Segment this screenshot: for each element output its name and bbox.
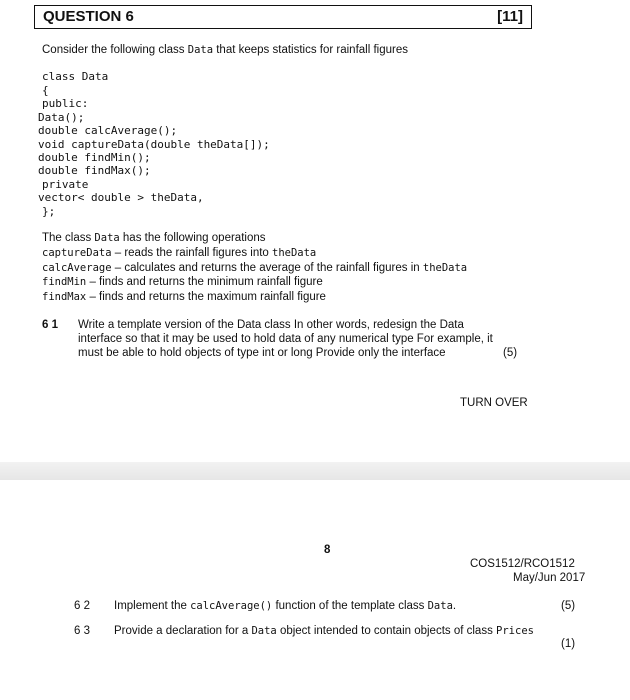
q62-number: 6 2 [74,600,90,612]
q62-text: Implement the calcAverage() function of the template class Data. [114,600,457,612]
question-marks: [11] [497,8,523,25]
page-number: 8 [324,544,331,556]
question-header [34,5,532,29]
q61-line: must be able to hold objects of type int or long Provide only the interface [78,347,446,359]
exam-date: May/Jun 2017 [513,572,586,584]
code-line: double calcAverage(); [38,124,178,137]
intro-text: Consider the following class Data that keeps statistics for rainfall figures [42,44,408,56]
operation-item: captureData – reads the rainfall figures into theData [42,247,317,259]
operation-item: calcAverage – calculates and returns the average of the rainfall figures in theData [42,262,468,274]
code-line: Data(); [38,111,85,124]
q62-marks: (5) [561,600,576,612]
course-code: COS1512/RCO1512 [470,558,575,570]
code-line: private [42,178,89,191]
code-line: { [42,84,49,97]
code-line: void captureData(double theData[]); [38,138,270,151]
code-line: }; [42,205,56,218]
code-line: public: [42,97,89,110]
page-separator [0,462,630,480]
q61-marks: (5) [503,347,518,359]
code-line: double findMax(); [38,164,151,177]
operations-intro: The class Data has the following operations [42,232,266,244]
q61-line: interface so that it may be used to hold data of any numerical type For example, it [78,333,493,345]
q63-text: Provide a declaration for a Data object intended to contain objects of class Prices [114,625,534,637]
operation-item: findMin – finds and returns the minimum rainfall figure [42,276,323,288]
turn-over-label: TURN OVER [460,397,528,409]
q63-marks: (1) [561,638,576,650]
question-title: QUESTION 6 [43,8,134,25]
q63-number: 6 3 [74,625,90,637]
code-line: double findMin(); [38,151,151,164]
code-line: class Data [42,70,109,83]
q61-line: Write a template version of the Data class In other words, redesign the Data [78,319,464,331]
code-line: vector< double > theData, [38,191,204,204]
q61-number: 6 1 [42,319,58,331]
operation-item: findMax – finds and returns the maximum rainfall figure [42,291,326,303]
